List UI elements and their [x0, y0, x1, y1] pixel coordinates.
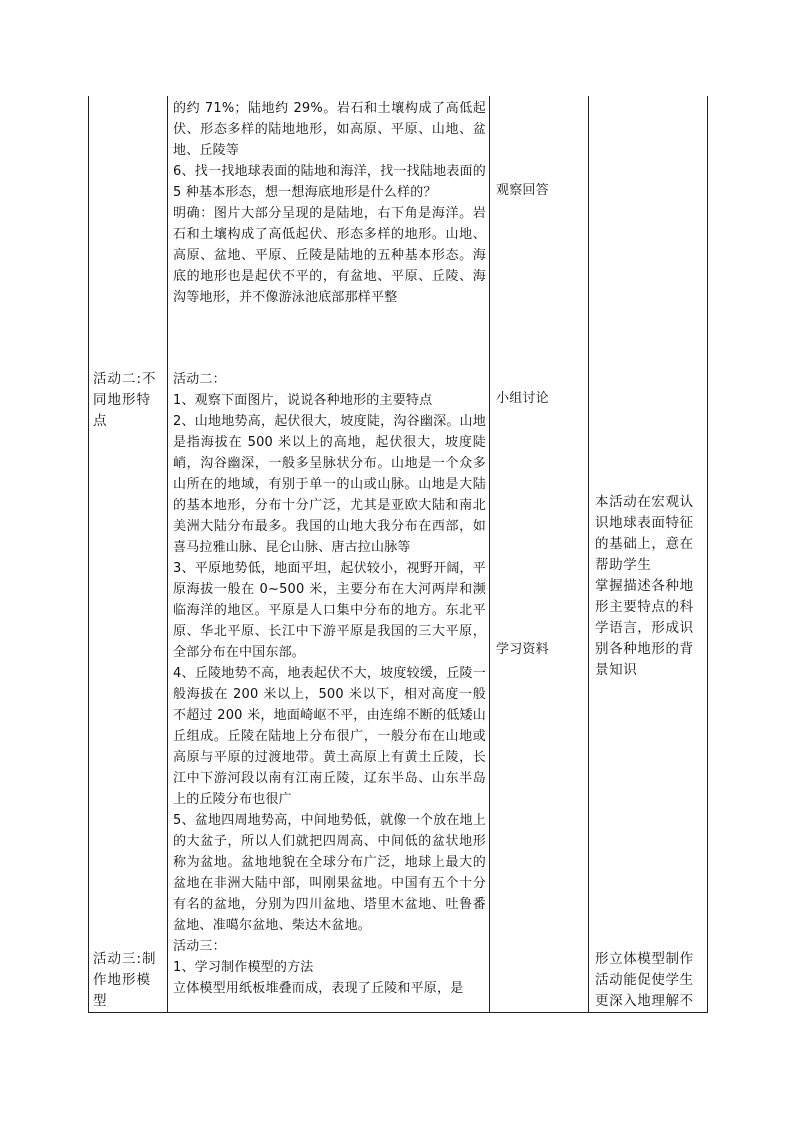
question-6-answer: 明确：图片大部分呈现的是陆地，右下角是海洋。岩石和土壤构成了高低起伏、形态多样的地形。山地、高原、盆地、平原、丘陵是陆地的五种基本形态。海底的地形也是起伏不平的，有盆地、平原、丘陵、海沟等地形，并不像游泳池底部那样平整 — [173, 206, 486, 305]
content-block-activity2 — [173, 369, 486, 999]
activity2-item-4: 4、丘陵地势不高，地表起伏不大，坡度较缓，丘陵一般海拔在 200 米以上，500 米以下，相对高度一般不超过 200 米，地面崎岖不平，由连绵不断的低矮山丘组成。丘陵在陆地上分布很广，一般分布在山地或高原与平原的过渡地带。黄土高原上有黄土丘陵，长江中下游河段以南有江南丘陵，辽东半岛、山东半岛上的丘陵分布也很广 — [173, 666, 486, 807]
activity2-item-2: 2、山地地势高，起伏很大，坡度陡，沟谷幽深。山地是指海拔在 500 米以上的高地，起伏很大，坡度陡峭，沟谷幽深，一般多呈脉状分布。山地是一个众多山所在的地域，有别于单一的山或山脉。山地是大陆的基本地形，分布十分广泛，尤其是亚欧大陆和南北美洲大陆分布最多。我国的山地大我分布在西部，如喜马拉雅山脉、昆仑山脉、唐古拉山脉等 — [173, 414, 486, 555]
activity2-item-1: 1、观察下面图片，说说各种地形的主要特点 — [173, 393, 433, 408]
study-material: 学习资料 — [496, 642, 549, 657]
column-divider — [588, 96, 589, 1012]
activity2-item-5: 5、盆地四周地势高，中间地势低，就像一个放在地上的大盆子，所以人们就把四周高、中间低的盆状地形称为盆地。盆地地貌在全球分布广泛，地球上最大的盆地在非洲大陆中部，叫刚果盆地。中国有五个十分有名的盆地，分别为四川盆地、塔里木盆地、吐鲁番盆地、准噶尔盆地、柴达木盆地。 — [173, 813, 486, 933]
activity2-title: 活动二： — [173, 372, 226, 387]
activity3-title: 活动三： — [173, 939, 226, 954]
column-divider — [489, 96, 490, 1012]
top-paragraph: 的约 71%；陆地约 29%。岩石和土壤构成了高低起伏、形态多样的陆地地形，如高原、平原、山地、盆地、丘陵等 — [173, 101, 486, 158]
content-block-top — [173, 98, 486, 308]
activity2-label: 活动二:不同地形特点 — [93, 371, 157, 429]
activity3-label: 活动三:制作地形模型 — [93, 951, 157, 1009]
activity3-item-1: 1、学习制作模型的方法 — [173, 960, 314, 975]
design-intent-part1: 本活动在宏观认识地球表面特征的基础上，意在帮助学生 — [595, 494, 694, 573]
observe-answer: 观察回答 — [496, 183, 549, 198]
model-note: 形立体模型制作活动能促使学生更深入地理解不 — [595, 951, 694, 1009]
question-6: 6、找一找地球表面的陆地和海洋，找一找陆地表面的 5 种基本形态，想一想海底地形是什么样的？ — [173, 164, 486, 200]
column-divider — [167, 96, 168, 1012]
activity2-item-3: 3、平原地势低，地面平坦，起伏较小，视野开阔，平原海拔一般在 0~500 米，主要分布在大河两岸和濒临海洋的地区。平原是人口集中分布的地方。东北平原、华北平原、长江中下游平原是我国的三大平原，全部分布在中国东部。 — [173, 561, 486, 660]
design-intent — [595, 492, 703, 681]
lesson-table — [88, 96, 708, 1013]
group-discussion: 小组讨论 — [496, 391, 549, 406]
design-intent-part2: 掌握描述各种地形主要特点的科学语言，形成识别各种地形的背景知识 — [595, 578, 694, 678]
activity3-item-2: 立体模型用纸板堆叠而成，表现了丘陵和平原，是 — [173, 981, 464, 996]
